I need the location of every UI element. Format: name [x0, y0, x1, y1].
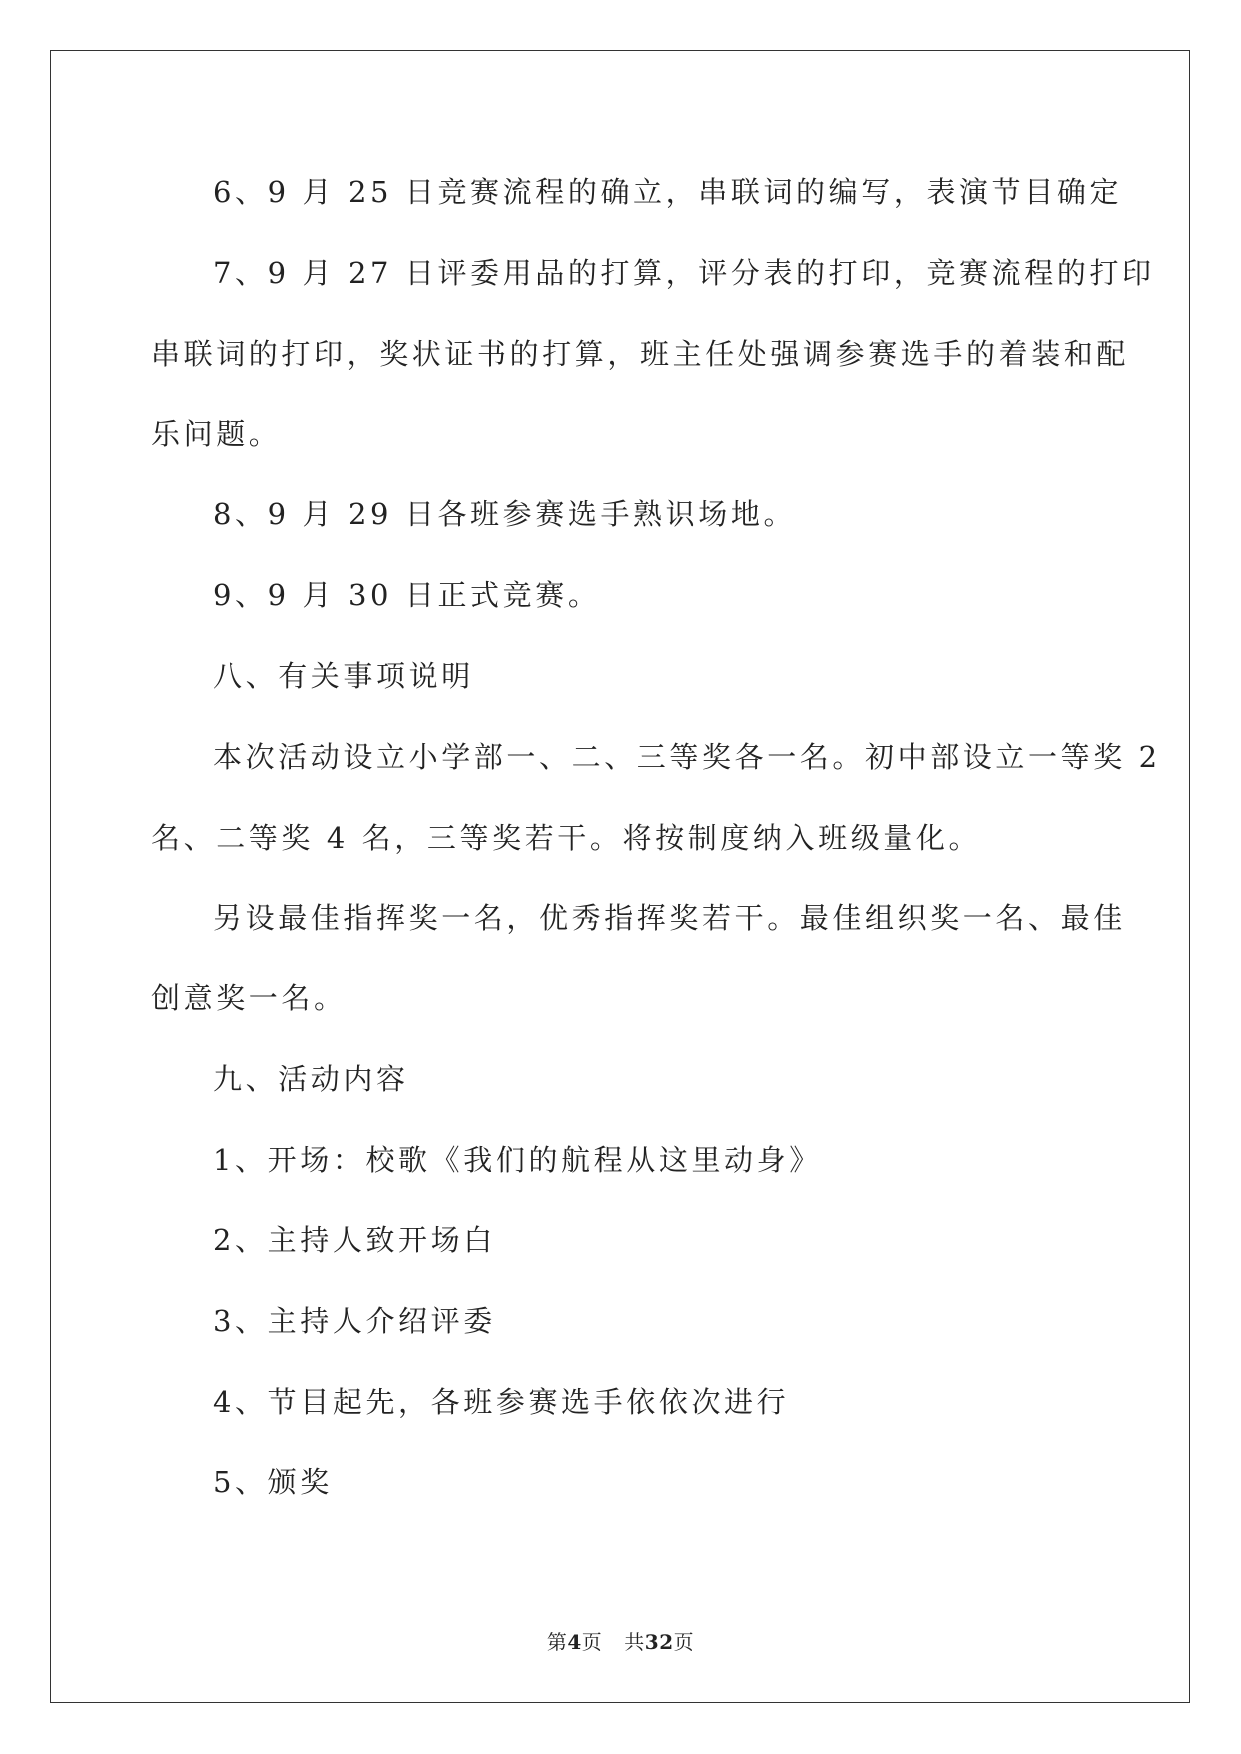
paragraph-line: 名、二等奖 4 名，三等奖若干。将按制度纳入班级量化。 [151, 821, 982, 855]
paragraph-line: 7、9 月 27 日评委用品的打算，评分表的打印，竞赛流程的打印 [213, 256, 1155, 290]
paragraph-line: 另设最佳指挥奖一名，优秀指挥奖若干。最佳组织奖一名、最佳 [213, 901, 1126, 935]
total-prefix: 共 [624, 1630, 645, 1654]
list-item: 3、主持人介绍评委 [213, 1304, 496, 1338]
paragraph-line: 8、9 月 29 日各班参赛选手熟识场地。 [213, 497, 797, 531]
page-border [50, 50, 1190, 1703]
paragraph-line: 乐问题。 [151, 417, 282, 451]
list-item: 5、颁奖 [213, 1465, 333, 1499]
total-suffix: 页 [673, 1630, 695, 1654]
section-heading: 九、活动内容 [213, 1062, 409, 1096]
page-footer [0, 1628, 1241, 1656]
paragraph-line: 本次活动设立小学部一、二、三等奖各一名。初中部设立一等奖 2 [213, 740, 1161, 774]
paragraph-line: 9、9 月 30 日正式竞赛。 [213, 578, 601, 612]
paragraph-line: 创意奖一名。 [151, 981, 347, 1015]
total-pages: 32 [644, 1630, 674, 1654]
paragraph-line: 6、9 月 25 日竞赛流程的确立，串联词的编写，表演节目确定 [213, 175, 1123, 209]
page-prefix: 第 [546, 1630, 568, 1654]
list-item: 4、节目起先，各班参赛选手依依次进行 [213, 1385, 790, 1419]
section-heading: 八、有关事项说明 [213, 659, 474, 693]
list-item: 1、开场：校歌《我们的航程从这里动身》 [213, 1143, 822, 1177]
page-suffix: 页 [581, 1630, 603, 1654]
list-item: 2、主持人致开场白 [213, 1223, 496, 1257]
page-number: 4 [567, 1630, 582, 1654]
paragraph-line: 串联词的打印，奖状证书的打算，班主任处强调参赛选手的着装和配 [151, 337, 1130, 371]
